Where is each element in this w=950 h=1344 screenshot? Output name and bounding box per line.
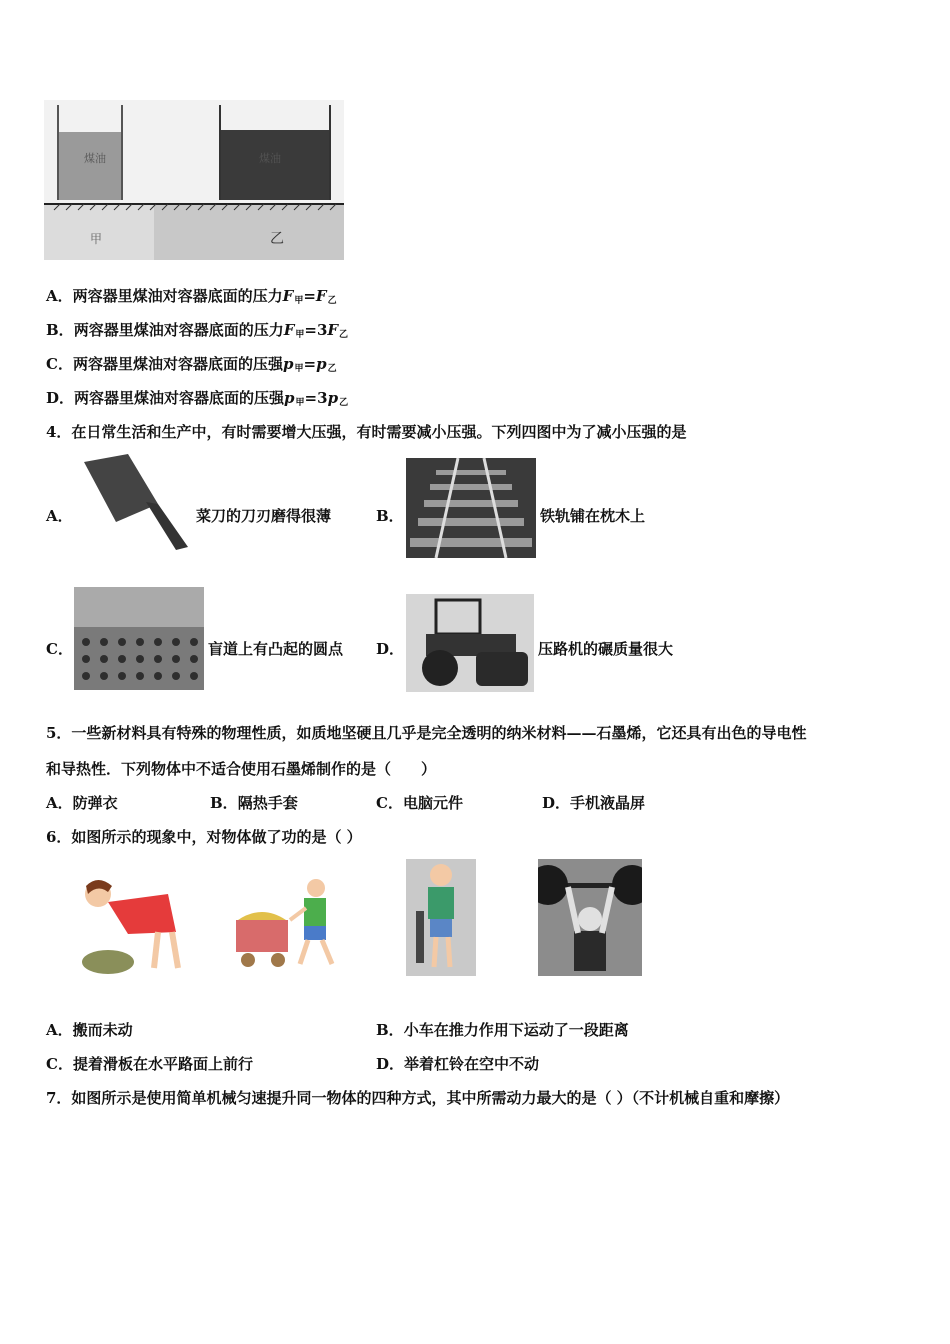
q5-option-b[interactable]: B．隔热手套 — [210, 794, 298, 812]
containers-illustration — [44, 100, 344, 260]
boy-pushing-cart-image — [232, 876, 344, 970]
q4-option-b-caption: 铁轨铺在枕木上 — [540, 507, 646, 525]
q4-option-c-caption: 盲道上有凸起的圆点 — [208, 640, 344, 658]
left-liquid-label: 煤油 — [84, 152, 106, 165]
q4-option-d-caption: 压路机的碾质量很大 — [538, 640, 674, 658]
girl-pushing-rock-image — [68, 872, 198, 977]
railway-image — [406, 458, 536, 558]
q5-stem-line2: 和导热性．下列物体中不适合使用石墨烯制作的是（ ） — [46, 760, 437, 778]
q4-option-a-label[interactable]: A． — [46, 507, 73, 525]
q6-option-b[interactable]: B．小车在推力作用下运动了一段距离 — [376, 1021, 629, 1039]
q5-option-d[interactable]: D．手机液晶屏 — [542, 794, 646, 812]
label-jia: 甲 — [90, 232, 103, 246]
tactile-paving-image — [74, 587, 204, 690]
q7-stem: 7．如图所示是使用简单机械匀速提升同一物体的四种方式，其中所需动力最大的是（ ）（不计机械自重和摩擦） — [46, 1089, 790, 1107]
weightlifter-image — [538, 859, 642, 976]
q6-option-a[interactable]: A．搬而未动 — [46, 1021, 133, 1039]
q4-option-b-label[interactable]: B． — [376, 507, 404, 525]
q6-option-d[interactable]: D．举着杠铃在空中不动 — [376, 1055, 540, 1073]
q3-option-c[interactable]: C．两容器里煤油对容器底面的压强$p_甲=p_乙$ — [46, 355, 337, 374]
q6-stem: 6．如图所示的现象中，对物体做了功的是（ ） — [46, 828, 362, 846]
q4-option-c-label[interactable]: C． — [46, 640, 73, 658]
right-liquid-label: 煤油 — [259, 152, 281, 165]
q6-option-c[interactable]: C．提着滑板在水平路面上前行 — [46, 1055, 253, 1073]
q4-stem: 4．在日常生活和生产中，有时需要增大压强，有时需要减小压强。下列四图中为了减小压强的是 — [46, 423, 687, 441]
boy-skateboard-image — [406, 859, 476, 976]
q5-stem-line1: 5．一些新材料具有特殊的物理性质，如质地坚硬且几乎是完全透明的纳米材料——石墨烯，它还具有出色的导电性 — [46, 724, 807, 742]
road-roller-image — [406, 594, 534, 692]
q5-option-a[interactable]: A．防弹衣 — [46, 794, 118, 812]
label-yi: 乙 — [270, 231, 284, 247]
cleaver-image — [76, 452, 194, 552]
q3-option-d[interactable]: D．两容器里煤油对容器底面的压强$p_甲=3p_乙$ — [46, 389, 349, 408]
q3-option-b[interactable]: B．两容器里煤油对容器底面的压力$F_甲=3F_乙$ — [46, 321, 349, 340]
q4-option-a-caption: 菜刀的刀刃磨得很薄 — [196, 507, 332, 525]
figure-containers — [44, 100, 344, 260]
q3-option-a[interactable]: A．两容器里煤油对容器底面的压力$F_甲=F_乙$ — [46, 287, 337, 306]
q5-option-c[interactable]: C．电脑元件 — [376, 794, 463, 812]
q4-option-d-label[interactable]: D． — [376, 640, 405, 658]
